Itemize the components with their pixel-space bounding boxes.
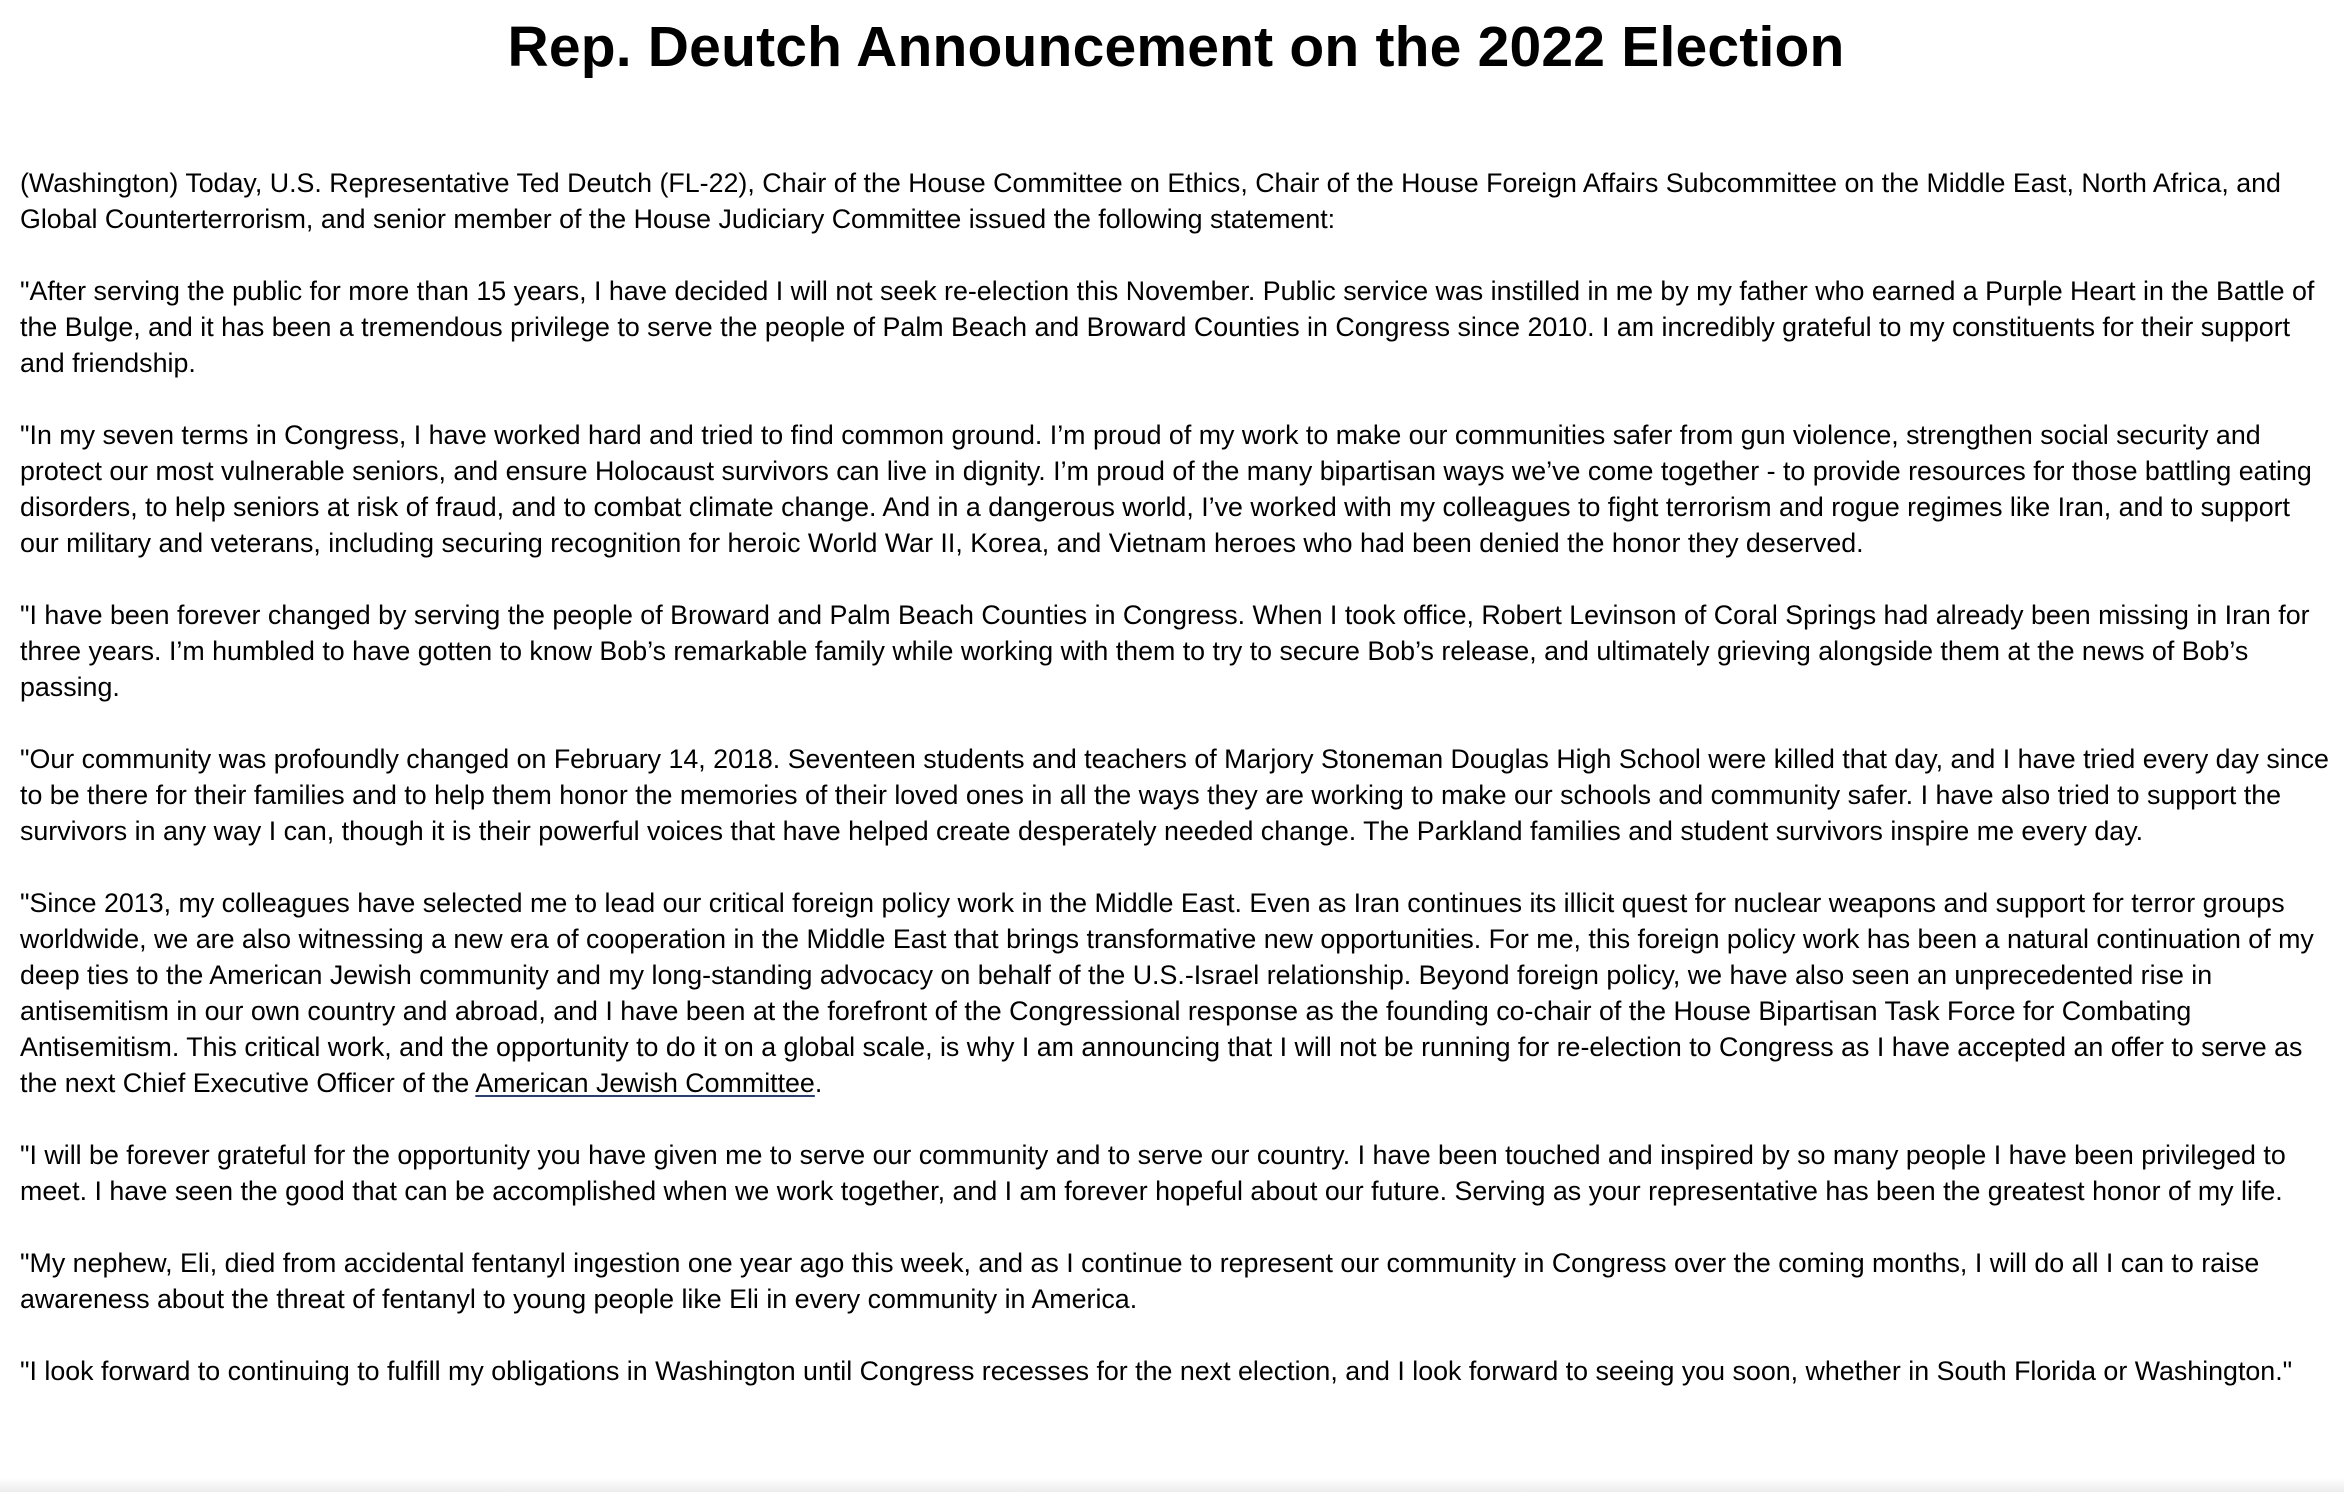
statement-paragraph-service: "After serving the public for more than 15 years, I have decided I will not seek re-election this November. Public service was instilled in me by my father who earned a Purple Heart in the Battle of the Bulge, and it has been a tremendous privilege to serve the people of Palm Beach and Broward Counties in Congress since 2010. I am incredibly grateful to my constituents for their support and friendship. [20,276,2315,378]
statement-paragraph-foreign-policy [20,885,2332,1101]
statement-paragraph-fentanyl: "My nephew, Eli, died from accidental fentanyl ingestion one year ago this week, and as I continue to represent our community in Congress over the coming months, I will do all I can to raise awareness about the threat of fentanyl to young people like Eli in every community in America. [20,1248,2260,1314]
american-jewish-committee-link[interactable]: American Jewish Committee [475,1068,815,1098]
page-title: Rep. Deutch Announcement on the 2022 Election [507,15,1845,79]
press-release-body [20,165,2332,1389]
foreign-policy-text: "Since 2013, my colleagues have selected me to lead our critical foreign policy work in the Middle East. Even as Iran continues its illicit quest for nuclear weapons and support for terror groups worldwide, we are also witnessing a new era of cooperation in the Middle East that brings transformative new opportunities. For me, this foreign policy work has been a natural continuation of my deep ties to the American Jewish community and my long-standing advocacy on behalf of the U.S.-Israel relationship. Beyond foreign policy, we have also seen an unprecedented rise in antisemitism in our own country and abroad, and I have been at the forefront of the Congressional response as the founding co-chair of the House Bipartisan Task Force for Combating Antisemitism. This critical work, and the opportunity to do it on a global scale, is why I am announcing that I will not be running for re-election to Congress as I have accepted an offer to serve as the next Chief Executive Officer of the [20,888,2314,1098]
statement-paragraph-levinson: "I have been forever changed by serving the people of Broward and Palm Beach Counties in Congress. When I took office, Robert Levinson of Coral Springs had already been missing in Iran for three years. I’m humbled to have gotten to know Bob’s remarkable family while working with them to try to secure Bob’s release, and ultimately grieving alongside them at the news of Bob’s passing. [20,600,2310,702]
statement-paragraph-record: "In my seven terms in Congress, I have worked hard and tried to find common ground. I’m proud of my work to make our communities safer from gun violence, strengthen social security and protect our most vulnerable seniors, and ensure Holocaust survivors can live in dignity. I’m proud of the many bipartisan ways we’ve come together - to provide resources for those battling eating disorders, to help seniors at risk of fraud, and to combat climate change. And in a dangerous world, I’ve worked with my colleagues to fight terrorism and rogue regimes like Iran, and to support our military and veterans, including securing recognition for heroic World War II, Korea, and Vietnam heroes who had been denied the honor they deserved. [20,420,2312,558]
statement-paragraph-gratitude: "I will be forever grateful for the opportunity you have given me to serve our community and to serve our country. I have been touched and inspired by so many people I have been privileged to meet. I have seen the good that can be accomplished when we work together, and I am forever hopeful about our future. Serving as your representative has been the greatest honor of my life. [20,1140,2286,1206]
statement-paragraph-parkland: "Our community was profoundly changed on February 14, 2018. Seventeen students and teachers of Marjory Stoneman Douglas High School were killed that day, and I have tried every day since to be there for their families and to help them honor the memories of their loved ones in all the ways they are working to make our schools and community safer. I have also tried to support the survivors in any way I can, though it is their powerful voices that have helped create desperately needed change. The Parkland families and student survivors inspire me every day. [20,744,2329,846]
statement-paragraph-closing: "I look forward to continuing to fulfill my obligations in Washington until Congress recesses for the next election, and I look forward to seeing you soon, whether in South Florida or Washington." [20,1356,2293,1386]
intro-paragraph: (Washington) Today, U.S. Representative Ted Deutch (FL-22), Chair of the House Committee on Ethics, Chair of the House Foreign Affairs Subcommittee on the Middle East, North Africa, and Global Counterterrorism, and senior member of the House Judiciary Committee issued the following statement: [20,168,2281,234]
bottom-edge-shadow [0,1478,2344,1492]
foreign-policy-text-end: . [814,1068,823,1098]
